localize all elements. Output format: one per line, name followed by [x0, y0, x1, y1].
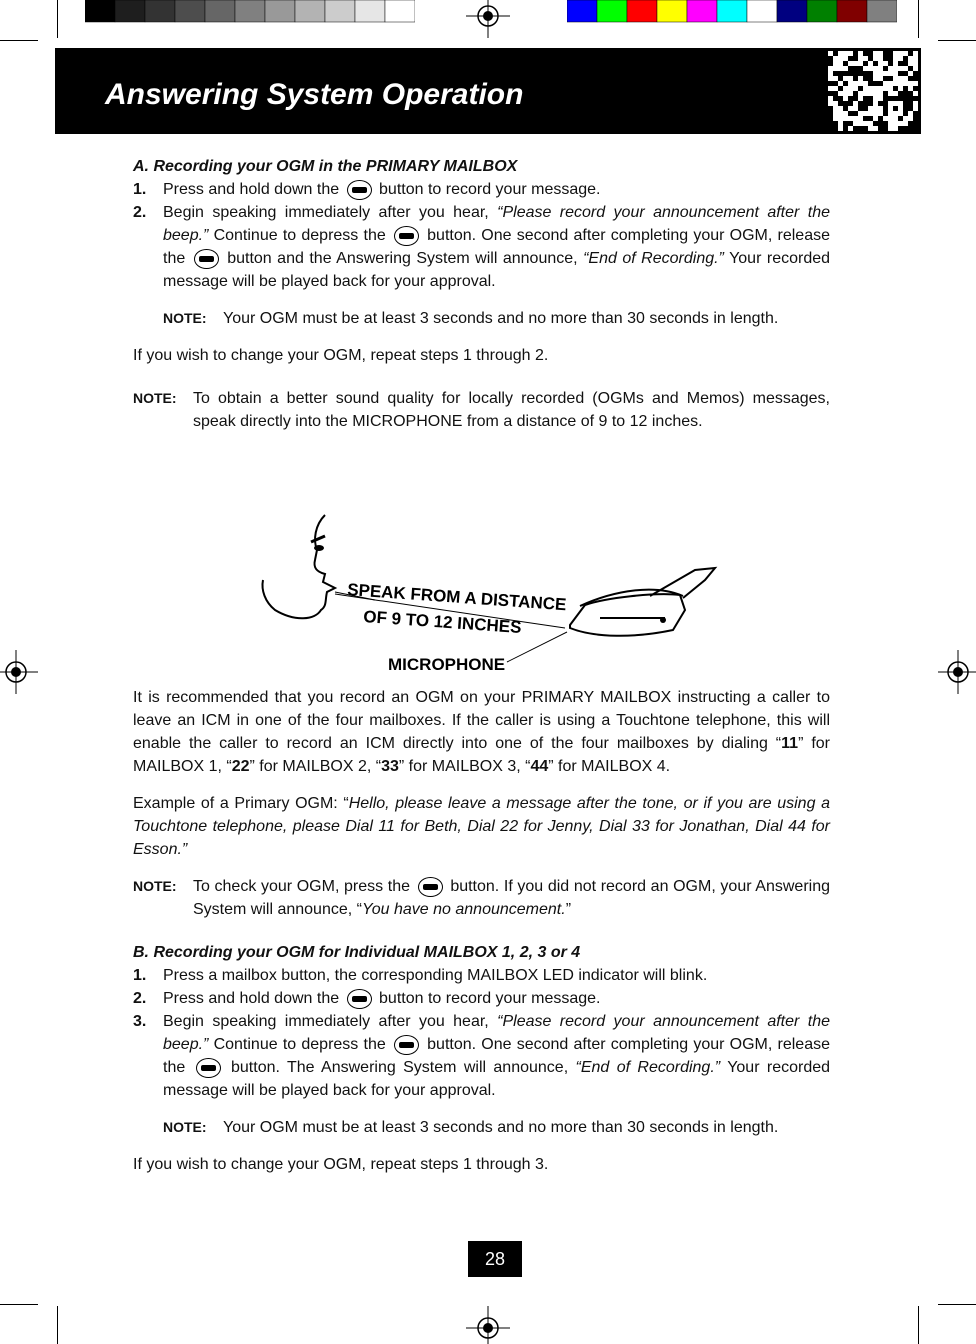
microphone-label: MICROPHONE — [388, 655, 506, 674]
section-b-step-3: 3. Begin speaking immediately after you hear, “Please record your announcement after the beep.” Continue to depress the button. One second after completing your OGM, release the button. The Answering System will announce, “End of Recording.” Your recorded message will be played back for your approval. — [133, 1013, 831, 1099]
registration-mark-bottom — [466, 1306, 510, 1344]
crop-mark — [938, 1304, 976, 1305]
record-button-icon — [394, 1035, 419, 1055]
eyebrow — [311, 536, 325, 542]
color-swatch — [235, 0, 265, 22]
crop-mark — [918, 1306, 919, 1344]
record-button-icon — [347, 989, 372, 1009]
color-swatch — [385, 0, 415, 22]
check-ogm-note: NOTE: To check your OGM, press the button. If you did not record an OGM, your Answering System will announce, “You have no announcement.” — [133, 878, 830, 918]
grayscale-bar — [85, 0, 415, 24]
barcode-graphic — [828, 50, 918, 132]
microphone-hole — [660, 617, 666, 623]
color-swatch — [85, 0, 115, 22]
section-b-repeat: If you wish to change your OGM, repeat steps 1 through 3. — [133, 1156, 549, 1173]
record-button-icon — [394, 226, 419, 246]
crop-mark — [938, 40, 976, 41]
color-swatch — [747, 0, 777, 22]
crop-mark — [918, 0, 919, 38]
color-swatch — [657, 0, 687, 22]
page-content — [133, 155, 830, 433]
page-title: Answering System Operation — [105, 78, 524, 111]
color-swatch — [175, 0, 205, 22]
eye — [314, 545, 324, 551]
page-content-lower — [133, 686, 830, 1176]
record-button-icon — [347, 180, 372, 200]
section-b-title: B. Recording your OGM for Individual MAILBOX 1, 2, 3 or 4 — [133, 944, 581, 961]
crop-mark — [57, 1306, 58, 1344]
registration-mark-right — [938, 650, 976, 694]
phone-base — [570, 594, 685, 636]
color-swatch — [567, 0, 597, 22]
face-profile — [263, 515, 336, 618]
color-swatch — [325, 0, 355, 22]
section-a-note: NOTE: Your OGM must be at least 3 seconds and no more than 30 seconds in length. — [163, 310, 779, 327]
color-swatch — [807, 0, 837, 22]
distance-label-line-2: OF 9 TO 12 INCHES — [362, 607, 523, 638]
color-swatch — [145, 0, 175, 22]
crop-mark — [0, 1304, 38, 1305]
color-swatch — [265, 0, 295, 22]
microphone-note: NOTE: To obtain a better sound quality for locally recorded (OGMs and Memos) messages, speak directly into the MICROPHONE from a distance of 9 to 12 inches. — [133, 390, 830, 430]
section-a-step-1: 1. Press and hold down the button to record your message. — [133, 181, 601, 198]
color-swatch — [597, 0, 627, 22]
record-button-icon — [194, 249, 219, 269]
section-a-step-2: 2. Begin speaking immediately after you hear, “Please record your announcement after the beep.” Continue to depress the button. One second after completing your OGM, release the button and the Answering System will announce, “End of Recording.” Your recorded message will be played back for your approval. — [133, 204, 831, 290]
color-swatch — [627, 0, 657, 22]
color-bar — [567, 0, 897, 24]
speaking-illustration — [255, 510, 725, 675]
color-swatch — [355, 0, 385, 22]
color-swatch — [687, 0, 717, 22]
color-swatch — [867, 0, 897, 22]
record-button-icon — [196, 1058, 221, 1078]
section-b-step-2: 2. Press and hold down the button to record your message. — [133, 990, 601, 1007]
color-swatch — [717, 0, 747, 22]
color-swatch — [777, 0, 807, 22]
example-ogm: Example of a Primary OGM: “Hello, please leave a message after the tone, or if you are using a Touchtone telephone, please Dial 11 for Beth, Dial 22 for Jenny, Dial 33 for Jonathan, Dial 44 for Esson.” — [133, 795, 830, 858]
distance-label-line-1: SPEAK FROM A DISTANCE — [346, 580, 567, 615]
play-button-icon — [418, 877, 443, 897]
color-swatch — [837, 0, 867, 22]
section-a-repeat: If you wish to change your OGM, repeat steps 1 through 2. — [133, 347, 549, 364]
recommendation-paragraph: It is recommended that you record an OGM on your PRIMARY MAILBOX instructing a caller to leave an ICM in one of the four mailboxes. If the caller is using a Touchtone telephone, this will enable the caller to record an ICM directly into one of the four mailboxes by dialing “11” for MAILBOX 1, “22” for MAILBOX 2, “33” for MAILBOX 3, “44” for MAILBOX 4. — [133, 689, 830, 775]
section-b-note: NOTE: Your OGM must be at least 3 seconds and no more than 30 seconds in length. — [163, 1119, 779, 1136]
section-a-title: A. Recording your OGM in the PRIMARY MAILBOX — [133, 158, 518, 175]
section-b-step-1: 1. Press a mailbox button, the corresponding MAILBOX LED indicator will blink. — [133, 967, 708, 984]
crop-mark — [0, 40, 38, 41]
color-swatch — [295, 0, 325, 22]
registration-mark-left — [0, 650, 38, 694]
color-swatch — [115, 0, 145, 22]
color-swatch — [205, 0, 235, 22]
page-number: 28 — [468, 1241, 522, 1277]
crop-mark — [57, 0, 58, 38]
registration-mark-top — [466, 0, 510, 38]
